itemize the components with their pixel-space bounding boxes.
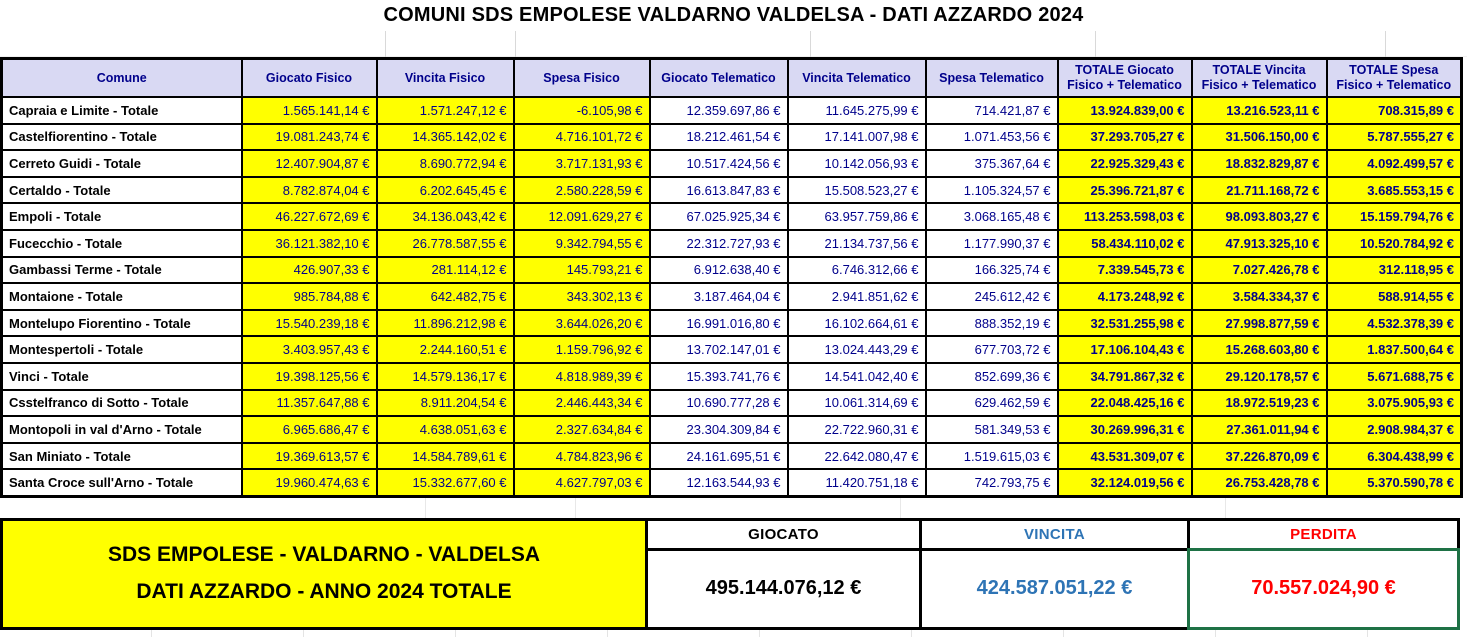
cell-totale-giocato[interactable]: 22.925.329,43 €: [1058, 150, 1192, 177]
cell-totale-vincita[interactable]: 21.711.168,72 €: [1192, 177, 1327, 204]
summary-title-line1: SDS EMPOLESE - VALDARNO - VALDELSA: [107, 543, 541, 567]
cell-spesa-fisico[interactable]: 3.717.131,93 €: [514, 150, 650, 177]
cell-giocato-fisico[interactable]: 36.121.382,10 €: [242, 230, 377, 257]
cell-vincita-telematico[interactable]: 11.420.751,18 €: [788, 469, 926, 496]
azzardo-data-table: [0, 57, 1463, 498]
summary-vincita-label[interactable]: VINCITA: [919, 518, 1190, 551]
cell-totale-giocato[interactable]: 34.791.867,32 €: [1058, 363, 1192, 390]
cell-giocato-fisico[interactable]: 12.407.904,87 €: [242, 150, 377, 177]
cell-giocato-telematico[interactable]: 22.312.727,93 €: [650, 230, 788, 257]
table-row: [2, 363, 1462, 390]
cell-totale-giocato[interactable]: 7.339.545,73 €: [1058, 257, 1192, 284]
cell-totale-giocato[interactable]: 30.269.996,31 €: [1058, 416, 1192, 443]
cell-comune[interactable]: Castelfiorentino - Totale: [2, 124, 242, 151]
cell-totale-vincita[interactable]: 3.584.334,37 €: [1192, 283, 1327, 310]
summary-vincita-value[interactable]: 424.587.051,22 €: [919, 548, 1190, 630]
cell-totale-spesa[interactable]: 4.532.378,39 €: [1327, 310, 1462, 337]
cell-giocato-telematico[interactable]: 23.304.309,84 €: [650, 416, 788, 443]
cell-vincita-telematico[interactable]: 22.642.080,47 €: [788, 443, 926, 470]
summary-giocato-value[interactable]: 495.144.076,12 €: [645, 548, 922, 630]
cell-totale-vincita[interactable]: 29.120.178,57 €: [1192, 363, 1327, 390]
cell-spesa-fisico[interactable]: 2.580.228,59 €: [514, 177, 650, 204]
cell-vincita-telematico[interactable]: 63.957.759,86 €: [788, 203, 926, 230]
cell-totale-vincita[interactable]: 15.268.603,80 €: [1192, 336, 1327, 363]
table-row: [2, 124, 1462, 151]
cell-spesa-telematico[interactable]: 714.421,87 €: [926, 97, 1058, 124]
cell-spesa-fisico[interactable]: 4.784.823,96 €: [514, 443, 650, 470]
column-header-vincita-fisico[interactable]: Vincita Fisico: [377, 59, 514, 98]
cell-totale-vincita[interactable]: 27.361.011,94 €: [1192, 416, 1327, 443]
column-header-totale-spesa[interactable]: TOTALE Spesa Fisico + Telematico: [1327, 59, 1462, 98]
cell-totale-spesa[interactable]: 312.118,95 €: [1327, 257, 1462, 284]
cell-spesa-telematico[interactable]: 1.071.453,56 €: [926, 124, 1058, 151]
summary-perdita-value[interactable]: 70.557.024,90 €: [1187, 548, 1460, 630]
cell-giocato-fisico[interactable]: 6.965.686,47 €: [242, 416, 377, 443]
table-row: [2, 230, 1462, 257]
summary-giocato-column: [645, 518, 922, 630]
cell-spesa-telematico[interactable]: 581.349,53 €: [926, 416, 1058, 443]
page-title: COMUNI SDS EMPOLESE VALDARNO VALDELSA - DATI AZZARDO 2024: [383, 4, 1084, 26]
cell-spesa-fisico[interactable]: 1.159.796,92 €: [514, 336, 650, 363]
cell-totale-vincita[interactable]: 98.093.803,27 €: [1192, 203, 1327, 230]
cell-totale-giocato[interactable]: 58.434.110,02 €: [1058, 230, 1192, 257]
cell-spesa-fisico[interactable]: 4.716.101,72 €: [514, 124, 650, 151]
cell-spesa-telematico[interactable]: 888.352,19 €: [926, 310, 1058, 337]
column-header-vincita-telematico[interactable]: Vincita Telematico: [788, 59, 926, 98]
cell-giocato-telematico[interactable]: 6.912.638,40 €: [650, 257, 788, 284]
cell-vincita-telematico[interactable]: 6.746.312,66 €: [788, 257, 926, 284]
cell-comune[interactable]: Vinci - Totale: [2, 363, 242, 390]
cell-totale-spesa[interactable]: 708.315,89 €: [1327, 97, 1462, 124]
cell-totale-vincita[interactable]: 18.972.519,23 €: [1192, 390, 1327, 417]
cell-comune[interactable]: Santa Croce sull'Arno - Totale: [2, 469, 242, 496]
cell-comune[interactable]: Cerreto Guidi - Totale: [2, 150, 242, 177]
grid-spacer-top: [0, 31, 1467, 57]
cell-vincita-telematico[interactable]: 16.102.664,61 €: [788, 310, 926, 337]
cell-spesa-fisico[interactable]: 2.446.443,34 €: [514, 390, 650, 417]
cell-totale-spesa[interactable]: 5.671.688,75 €: [1327, 363, 1462, 390]
cell-totale-vincita[interactable]: 37.226.870,09 €: [1192, 443, 1327, 470]
cell-vincita-fisico[interactable]: 14.584.789,61 €: [377, 443, 514, 470]
cell-spesa-telematico[interactable]: 375.367,64 €: [926, 150, 1058, 177]
cell-vincita-fisico[interactable]: 4.638.051,63 €: [377, 416, 514, 443]
cell-comune[interactable]: Certaldo - Totale: [2, 177, 242, 204]
cell-spesa-telematico[interactable]: 3.068.165,48 €: [926, 203, 1058, 230]
cell-totale-giocato[interactable]: 17.106.104,43 €: [1058, 336, 1192, 363]
cell-totale-spesa[interactable]: 6.304.438,99 €: [1327, 443, 1462, 470]
cell-comune[interactable]: Fucecchio - Totale: [2, 230, 242, 257]
cell-totale-spesa[interactable]: 1.837.500,64 €: [1327, 336, 1462, 363]
cell-giocato-fisico[interactable]: 46.227.672,69 €: [242, 203, 377, 230]
cell-vincita-fisico[interactable]: 34.136.043,42 €: [377, 203, 514, 230]
cell-totale-giocato[interactable]: 32.124.019,56 €: [1058, 469, 1192, 496]
cell-totale-vincita[interactable]: 27.998.877,59 €: [1192, 310, 1327, 337]
cell-totale-giocato[interactable]: 13.924.839,00 €: [1058, 97, 1192, 124]
cell-totale-spesa[interactable]: 588.914,55 €: [1327, 283, 1462, 310]
cell-vincita-fisico[interactable]: 14.365.142,02 €: [377, 124, 514, 151]
cell-vincita-fisico[interactable]: 1.571.247,12 €: [377, 97, 514, 124]
column-header-comune[interactable]: Comune: [2, 59, 242, 98]
cell-totale-spesa[interactable]: 2.908.984,37 €: [1327, 416, 1462, 443]
column-header-giocato-telematico[interactable]: Giocato Telematico: [650, 59, 788, 98]
column-header-spesa-fisico[interactable]: Spesa Fisico: [514, 59, 650, 98]
cell-giocato-telematico[interactable]: 24.161.695,51 €: [650, 443, 788, 470]
cell-giocato-telematico[interactable]: 10.517.424,56 €: [650, 150, 788, 177]
cell-vincita-fisico[interactable]: 8.690.772,94 €: [377, 150, 514, 177]
summary-perdita-label[interactable]: PERDITA: [1187, 518, 1460, 551]
cell-giocato-fisico[interactable]: 19.960.474,63 €: [242, 469, 377, 496]
cell-vincita-telematico[interactable]: 21.134.737,56 €: [788, 230, 926, 257]
cell-totale-spesa[interactable]: 4.092.499,57 €: [1327, 150, 1462, 177]
cell-totale-vincita[interactable]: 13.216.523,11 €: [1192, 97, 1327, 124]
cell-vincita-telematico[interactable]: 11.645.275,99 €: [788, 97, 926, 124]
cell-spesa-telematico[interactable]: 742.793,75 €: [926, 469, 1058, 496]
cell-totale-vincita[interactable]: 47.913.325,10 €: [1192, 230, 1327, 257]
cell-comune[interactable]: Montaione - Totale: [2, 283, 242, 310]
cell-spesa-fisico[interactable]: 4.818.989,39 €: [514, 363, 650, 390]
cell-totale-giocato[interactable]: 37.293.705,27 €: [1058, 124, 1192, 151]
cell-vincita-fisico[interactable]: 642.482,75 €: [377, 283, 514, 310]
cell-comune[interactable]: Csstelfranco di Sotto - Totale: [2, 390, 242, 417]
table-row: [2, 97, 1462, 124]
cell-totale-vincita[interactable]: 31.506.150,00 €: [1192, 124, 1327, 151]
cell-giocato-telematico[interactable]: 12.359.697,86 €: [650, 97, 788, 124]
cell-totale-spesa[interactable]: 5.370.590,78 €: [1327, 469, 1462, 496]
grid-spacer-bottom: [0, 630, 1467, 637]
column-header-totale-vincita[interactable]: TOTALE Vincita Fisico + Telematico: [1192, 59, 1327, 98]
cell-giocato-telematico[interactable]: 10.690.777,28 €: [650, 390, 788, 417]
cell-spesa-telematico[interactable]: 166.325,74 €: [926, 257, 1058, 284]
column-header-totale-giocato[interactable]: TOTALE Giocato Fisico + Telematico: [1058, 59, 1192, 98]
cell-vincita-fisico[interactable]: 2.244.160,51 €: [377, 336, 514, 363]
column-header-spesa-telematico[interactable]: Spesa Telematico: [926, 59, 1058, 98]
cell-giocato-fisico[interactable]: 19.081.243,74 €: [242, 124, 377, 151]
table-row: [2, 177, 1462, 204]
column-header-giocato-fisico[interactable]: Giocato Fisico: [242, 59, 377, 98]
cell-totale-vincita[interactable]: 18.832.829,87 €: [1192, 150, 1327, 177]
table-row: [2, 416, 1462, 443]
cell-giocato-telematico[interactable]: 3.187.464,04 €: [650, 283, 788, 310]
summary-title-line2: DATI AZZARDO - ANNO 2024 TOTALE: [136, 579, 512, 603]
cell-vincita-fisico[interactable]: 281.114,12 €: [377, 257, 514, 284]
table-row: [2, 257, 1462, 284]
cell-vincita-telematico[interactable]: 2.941.851,62 €: [788, 283, 926, 310]
table-row: [2, 310, 1462, 337]
cell-giocato-telematico[interactable]: 15.393.741,76 €: [650, 363, 788, 390]
cell-vincita-telematico[interactable]: 14.541.042,40 €: [788, 363, 926, 390]
cell-spesa-telematico[interactable]: 677.703,72 €: [926, 336, 1058, 363]
cell-spesa-fisico[interactable]: 343.302,13 €: [514, 283, 650, 310]
cell-spesa-telematico[interactable]: 1.105.324,57 €: [926, 177, 1058, 204]
cell-totale-spesa[interactable]: 15.159.794,76 €: [1327, 203, 1462, 230]
cell-totale-giocato[interactable]: 4.173.248,92 €: [1058, 283, 1192, 310]
cell-giocato-telematico[interactable]: 18.212.461,54 €: [650, 124, 788, 151]
cell-vincita-fisico[interactable]: 8.911.204,54 €: [377, 390, 514, 417]
cell-totale-spesa[interactable]: 10.520.784,92 €: [1327, 230, 1462, 257]
cell-vincita-fisico[interactable]: 26.778.587,55 €: [377, 230, 514, 257]
cell-totale-giocato[interactable]: 32.531.255,98 €: [1058, 310, 1192, 337]
cell-spesa-telematico[interactable]: 1.519.615,03 €: [926, 443, 1058, 470]
cell-giocato-fisico[interactable]: 15.540.239,18 €: [242, 310, 377, 337]
cell-spesa-fisico[interactable]: 4.627.797,03 €: [514, 469, 650, 496]
cell-comune[interactable]: Capraia e Limite - Totale: [2, 97, 242, 124]
cell-spesa-fisico[interactable]: 9.342.794,55 €: [514, 230, 650, 257]
cell-vincita-telematico[interactable]: 17.141.007,98 €: [788, 124, 926, 151]
cell-comune[interactable]: Gambassi Terme - Totale: [2, 257, 242, 284]
cell-totale-spesa[interactable]: 3.075.905,93 €: [1327, 390, 1462, 417]
cell-spesa-fisico[interactable]: 145.793,21 €: [514, 257, 650, 284]
cell-comune[interactable]: Montelupo Fiorentino - Totale: [2, 310, 242, 337]
cell-totale-spesa[interactable]: 3.685.553,15 €: [1327, 177, 1462, 204]
table-row: [2, 336, 1462, 363]
cell-giocato-fisico[interactable]: 8.782.874,04 €: [242, 177, 377, 204]
cell-vincita-telematico[interactable]: 10.061.314,69 €: [788, 390, 926, 417]
cell-giocato-telematico[interactable]: 16.613.847,83 €: [650, 177, 788, 204]
table-header-row: [2, 59, 1462, 98]
summary-vincita-column: [919, 518, 1190, 630]
table-row: [2, 203, 1462, 230]
cell-spesa-fisico[interactable]: 12.091.629,27 €: [514, 203, 650, 230]
cell-vincita-fisico[interactable]: 11.896.212,98 €: [377, 310, 514, 337]
cell-spesa-fisico[interactable]: -6.105,98 €: [514, 97, 650, 124]
summary-title-box[interactable]: [0, 518, 648, 630]
table-row: [2, 283, 1462, 310]
cell-giocato-fisico[interactable]: 19.398.125,56 €: [242, 363, 377, 390]
summary-perdita-column: [1187, 518, 1460, 630]
cell-totale-giocato[interactable]: 22.048.425,16 €: [1058, 390, 1192, 417]
table-row: [2, 469, 1462, 496]
cell-vincita-fisico[interactable]: 14.579.136,17 €: [377, 363, 514, 390]
summary-section: [0, 518, 1460, 630]
cell-vincita-fisico[interactable]: 6.202.645,45 €: [377, 177, 514, 204]
cell-giocato-telematico[interactable]: 67.025.925,34 €: [650, 203, 788, 230]
cell-giocato-fisico[interactable]: 985.784,88 €: [242, 283, 377, 310]
cell-giocato-fisico[interactable]: 426.907,33 €: [242, 257, 377, 284]
cell-spesa-telematico[interactable]: 245.612,42 €: [926, 283, 1058, 310]
cell-giocato-telematico[interactable]: 16.991.016,80 €: [650, 310, 788, 337]
cell-spesa-telematico[interactable]: 629.462,59 €: [926, 390, 1058, 417]
cell-totale-giocato[interactable]: 113.253.598,03 €: [1058, 203, 1192, 230]
cell-giocato-fisico[interactable]: 19.369.613,57 €: [242, 443, 377, 470]
cell-vincita-telematico[interactable]: 10.142.056,93 €: [788, 150, 926, 177]
cell-giocato-fisico[interactable]: 1.565.141,14 €: [242, 97, 377, 124]
cell-totale-vincita[interactable]: 26.753.428,78 €: [1192, 469, 1327, 496]
cell-vincita-telematico[interactable]: 13.024.443,29 €: [788, 336, 926, 363]
summary-giocato-label[interactable]: GIOCATO: [645, 518, 922, 551]
cell-vincita-fisico[interactable]: 15.332.677,60 €: [377, 469, 514, 496]
cell-comune[interactable]: San Miniato - Totale: [2, 443, 242, 470]
cell-vincita-telematico[interactable]: 15.508.523,27 €: [788, 177, 926, 204]
cell-spesa-telematico[interactable]: 1.177.990,37 €: [926, 230, 1058, 257]
cell-giocato-fisico[interactable]: 3.403.957,43 €: [242, 336, 377, 363]
cell-giocato-fisico[interactable]: 11.357.647,88 €: [242, 390, 377, 417]
table-row: [2, 150, 1462, 177]
table-row: [2, 443, 1462, 470]
cell-vincita-telematico[interactable]: 22.722.960,31 €: [788, 416, 926, 443]
grid-spacer-middle: [0, 498, 1467, 518]
cell-giocato-telematico[interactable]: 13.702.147,01 €: [650, 336, 788, 363]
cell-giocato-telematico[interactable]: 12.163.544,93 €: [650, 469, 788, 496]
cell-comune[interactable]: Montespertoli - Totale: [2, 336, 242, 363]
cell-totale-vincita[interactable]: 7.027.426,78 €: [1192, 257, 1327, 284]
table-row: [2, 390, 1462, 417]
cell-comune[interactable]: Montopoli in val d'Arno - Totale: [2, 416, 242, 443]
cell-spesa-fisico[interactable]: 2.327.634,84 €: [514, 416, 650, 443]
cell-comune[interactable]: Empoli - Totale: [2, 203, 242, 230]
cell-totale-spesa[interactable]: 5.787.555,27 €: [1327, 124, 1462, 151]
cell-totale-giocato[interactable]: 25.396.721,87 €: [1058, 177, 1192, 204]
cell-totale-giocato[interactable]: 43.531.309,07 €: [1058, 443, 1192, 470]
cell-spesa-fisico[interactable]: 3.644.026,20 €: [514, 310, 650, 337]
cell-spesa-telematico[interactable]: 852.699,36 €: [926, 363, 1058, 390]
